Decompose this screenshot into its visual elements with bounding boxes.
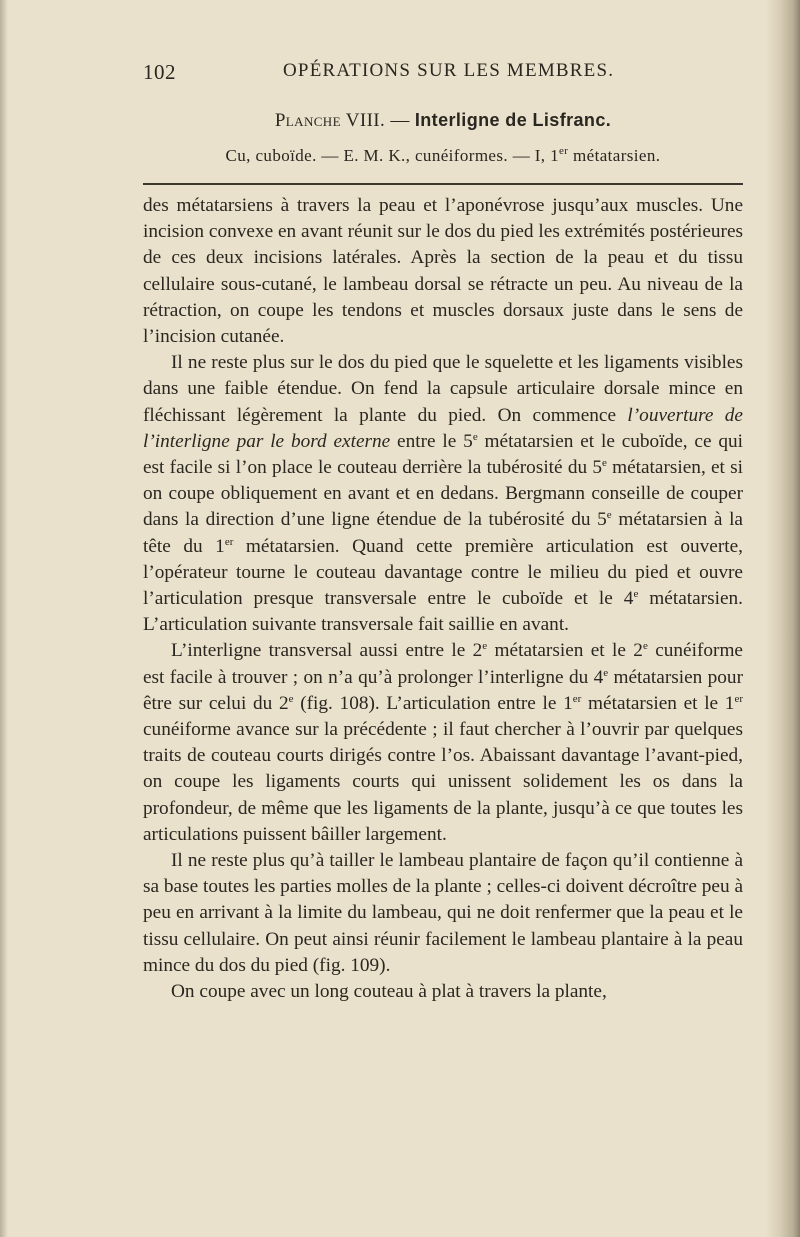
superscript: e — [482, 640, 488, 653]
superscript: er — [224, 535, 234, 548]
header-rule — [143, 183, 743, 185]
italic-run: l’ouverture de l’interligne par le bord externe — [143, 404, 743, 452]
text-run: cunéiforme avance sur la précédente ; il faut chercher à l’ouvrir par quelques traits de couteau courts dirigés contre l’os. Abaissant davantage l’avant-pied, on coupe les ligaments courts qui unissent solidement les os dans la profondeur, de même que les ligaments de la plante, jusqu’à ce que toutes les articulations puissent bâiller largement. — [143, 719, 743, 845]
text-run: métatarsien. Quand cette première articulation est ouverte, l’opérateur tourne le couteau davantage contre le milieu du pied et ouvre l’articulation presque transversale entre le cuboïde et le 4 — [143, 535, 743, 610]
text-run: métatarsien. L’articulation suivante transversale fait saillie en avant. — [143, 588, 743, 636]
text-run: métatarsien et le 2 — [487, 640, 643, 662]
paragraph-5 — [143, 979, 743, 1005]
text-run: cunéiforme est facile à trouver ; on n’a qu’à prolonger l’interligne du 4 — [143, 640, 743, 688]
plate-heading: Interligne de Lisfranc. — [414, 110, 612, 130]
page-header — [143, 60, 743, 90]
text-run: métatarsien et le cuboïde, ce qui est facile si l’on place le couteau derrière la tubérosité du 5 — [143, 430, 743, 479]
running-head: OPÉRATIONS SUR LES MEMBRES. — [283, 60, 615, 81]
legend-text: métatarsien. — [568, 146, 661, 165]
superscript: e — [633, 588, 639, 601]
text-run: Il ne reste plus qu’à tailler le lambeau plantaire de façon qu’il contienne à sa base toutes les parties molles de la plante ; celles-ci doivent décroître peu à peu en arrivant à la limite du lambeau, qui ne doit renfermer que la peau et le tissu cellulaire. On peut ainsi réunir facilement le lambeau plantaire à la peau mince du dos du pied (fig. 109). — [143, 850, 743, 976]
text-run: On coupe avec un long couteau à plat à travers la plante, — [171, 981, 607, 1003]
page-edge-left — [0, 0, 8, 1237]
text-run: entre le 5 — [390, 430, 473, 452]
text-run: métatarsien, et si on coupe obliquement en avant et en dedans. Bergmann conseille de couper dans la direction d’une ligne étendue de la tubérosité du 5 — [143, 457, 743, 531]
superscript: e — [601, 457, 607, 470]
text-run: des métatarsiens à travers la peau et l’aponévrose jusqu’aux muscles. Une incision convexe en avant réunit sur le dos du pied les extrémités postérieures de ces deux incisions latérales. Après la section de la peau et du tissu cellulaire sous-cutané, le lambeau dorsal se rétracte un peu. Au niveau de la rétraction, on coupe les tendons et muscles dorsaux juste dans le sens de l’incision cutanée. — [143, 195, 743, 348]
paragraph-3 — [143, 638, 743, 848]
plate-label: Planche VIII. — [274, 110, 386, 131]
text-run: métatarsien et le 1 — [581, 692, 735, 714]
superscript: e — [472, 430, 478, 443]
superscript: e — [288, 692, 294, 705]
plate-title — [143, 110, 743, 132]
superscript: er — [734, 692, 743, 705]
text-run: métatarsien pour être sur celui du 2 — [143, 666, 743, 714]
legend-superscript: er — [559, 145, 569, 157]
body-text — [143, 193, 743, 1005]
text-run: (fig. 108). L’articulation entre le 1 — [293, 692, 573, 714]
text-run: métatarsien à la tête du 1 — [143, 509, 743, 557]
text-run: L’interligne transversal aussi entre le 2 — [171, 640, 483, 662]
superscript: e — [642, 640, 648, 653]
figure-legend — [143, 146, 743, 166]
page-number: 102 — [143, 60, 176, 84]
plate-dash: — — [385, 110, 415, 131]
paragraph-1 — [143, 193, 743, 350]
superscript: e — [603, 666, 609, 679]
paragraph-4 — [143, 848, 743, 979]
paragraph-2 — [143, 350, 743, 638]
text-run: Il ne reste plus sur le dos du pied que le squelette et les ligaments visibles dans une faible étendue. On fend la capsule articulaire dorsale mince en fléchissant légèrement la plante du pied. On commence — [143, 352, 743, 426]
superscript: e — [606, 509, 612, 522]
superscript: er — [572, 692, 582, 705]
page-edge-right — [766, 0, 800, 1237]
legend-text: Cu, cuboïde. — E. M. K., cunéiformes. — I, 1 — [225, 146, 560, 165]
